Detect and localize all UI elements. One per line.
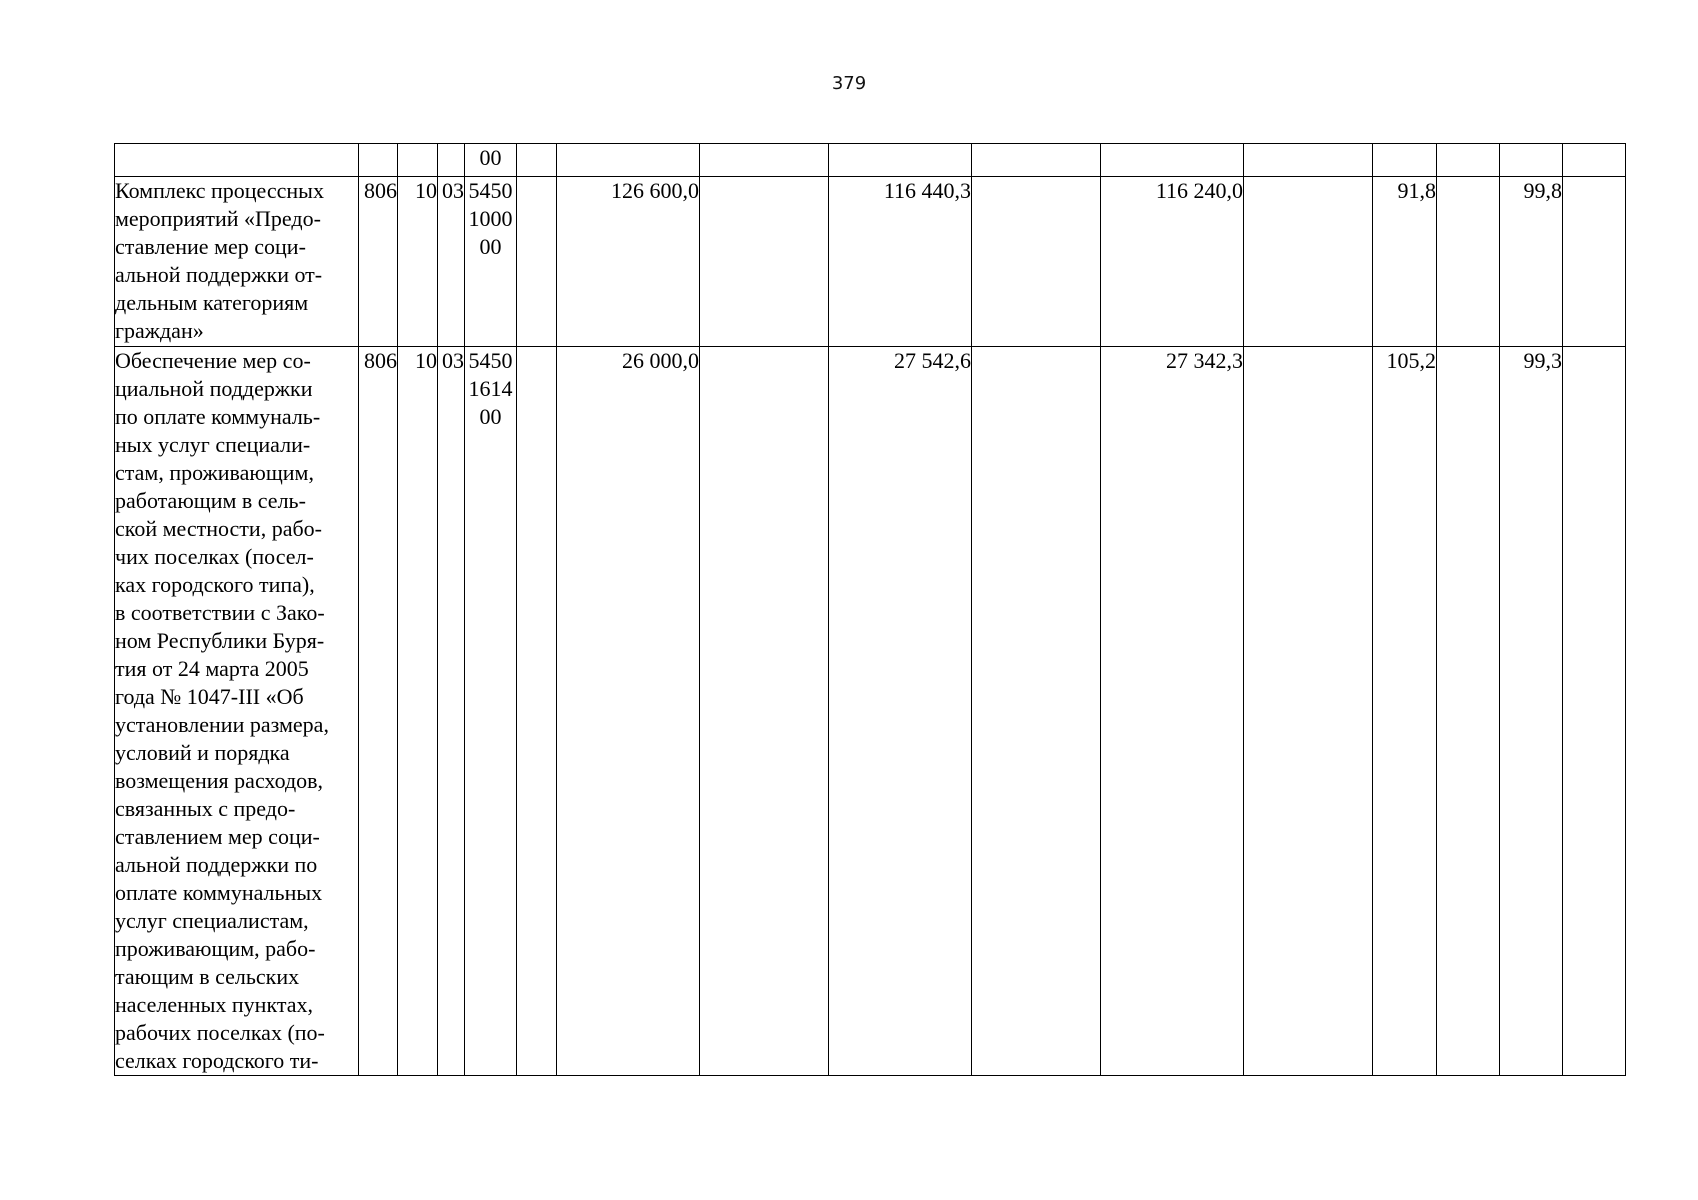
value-cell-1 [557, 144, 700, 177]
value-cell-7: 91,8 [1373, 177, 1437, 347]
value-cell-5 [1101, 144, 1244, 177]
value-cell-7: 105,2 [1373, 347, 1437, 1076]
value-cell-4 [972, 144, 1101, 177]
vr-code-cell [517, 144, 557, 177]
value-cell-2 [700, 347, 829, 1076]
value-cell-4 [972, 177, 1101, 347]
value-cell-10 [1563, 144, 1626, 177]
value-cell-1: 26 000,0 [557, 347, 700, 1076]
value-cell-8 [1437, 144, 1500, 177]
budget-table [114, 143, 1626, 1076]
value-cell-10 [1563, 347, 1626, 1076]
value-cell-3: 116 440,3 [829, 177, 972, 347]
value-cell-8 [1437, 347, 1500, 1076]
gr-code-cell: 806 [359, 347, 398, 1076]
pr-code-cell: 03 [438, 177, 465, 347]
value-cell-8 [1437, 177, 1500, 347]
vr-code-cell [517, 177, 557, 347]
value-cell-9: 99,8 [1500, 177, 1563, 347]
rz-code-cell: 10 [398, 177, 438, 347]
value-cell-10 [1563, 177, 1626, 347]
value-cell-1: 126 600,0 [557, 177, 700, 347]
row-name-cell: Комплекс процессных мероприятий «Предо- ставление мер соци- альной поддержки от- дельным категориям граждан» [115, 177, 359, 347]
value-cell-4 [972, 347, 1101, 1076]
value-cell-7 [1373, 144, 1437, 177]
value-cell-3 [829, 144, 972, 177]
csr-code-cell: 5450 1000 00 [465, 177, 517, 347]
pr-code-cell [438, 144, 465, 177]
value-cell-9: 99,3 [1500, 347, 1563, 1076]
table-row [115, 347, 1626, 1076]
csr-code-cell: 5450 1614 00 [465, 347, 517, 1076]
rz-code-cell [398, 144, 438, 177]
table-body [115, 144, 1626, 1076]
gr-code-cell [359, 144, 398, 177]
value-cell-2 [700, 144, 829, 177]
table-row [115, 144, 1626, 177]
pr-code-cell: 03 [438, 347, 465, 1076]
value-cell-6 [1244, 177, 1373, 347]
rz-code-cell: 10 [398, 347, 438, 1076]
value-cell-5: 116 240,0 [1101, 177, 1244, 347]
value-cell-6 [1244, 347, 1373, 1076]
vr-code-cell [517, 347, 557, 1076]
gr-code-cell: 806 [359, 177, 398, 347]
row-name-cell [115, 144, 359, 177]
value-cell-9 [1500, 144, 1563, 177]
value-cell-2 [700, 177, 829, 347]
row-name-cell: Обеспечение мер со- циальной поддержки по оплате коммуналь- ных услуг специали- стам, проживающим, работающим в сель- ской местности, рабо- чих поселках (посел- ках городского типа), в соответствии с Зако- ном Республики Буря- тия от 24 марта 2005 года № 1047-III «Об установлении размера, условий и порядка возмещения расходов, связанных с предо- ставлением мер соци- альной поддержки по оплате коммунальных услуг специалистам, проживающим, рабо- тающим в сельских населенных пунктах, рабочих поселках (по- селках городского ти- [115, 347, 359, 1076]
table-row [115, 177, 1626, 347]
value-cell-6 [1244, 144, 1373, 177]
page-number: 379 [831, 73, 867, 94]
value-cell-5: 27 342,3 [1101, 347, 1244, 1076]
csr-code-cell: 00 [465, 144, 517, 177]
value-cell-3: 27 542,6 [829, 347, 972, 1076]
